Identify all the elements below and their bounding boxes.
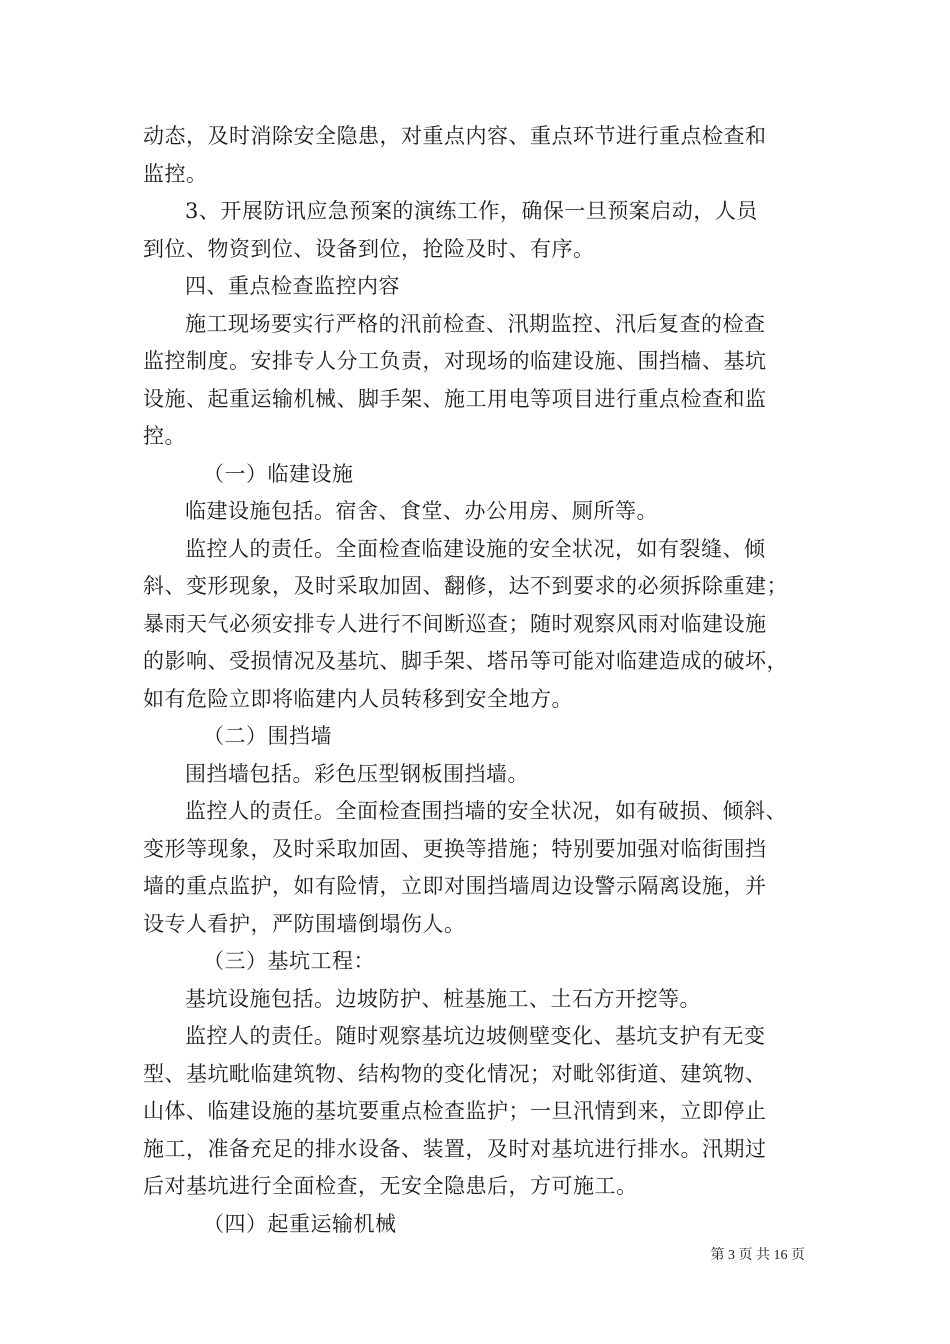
text-line: 围挡墙包括。彩色压型钢板围挡墙。 bbox=[185, 761, 529, 786]
text-line: 墙的重点监护，如有险情，立即对围挡墙周边设警示隔离设施，并 bbox=[143, 874, 767, 898]
text-line: 到位、物资到位、设备到位，抢险及时、有序。 bbox=[143, 236, 595, 261]
text-line: （四）起重运输机械 bbox=[203, 1211, 397, 1236]
text-line: 暴雨天气必须安排专人进行不间断巡查；随时观察风雨对临建设施 bbox=[143, 611, 767, 636]
text-line: （一）临建设施 bbox=[203, 461, 354, 486]
text-line: 动态，及时消除安全隐患，对重点内容、重点环节进行重点检查和 bbox=[143, 124, 767, 148]
text-line: 如有危险立即将临建内人员转移到安全地方。 bbox=[143, 686, 573, 711]
text-line: （二）围挡墙 bbox=[203, 724, 332, 748]
page-number: 第 3 页 共 16 页 bbox=[710, 1248, 805, 1263]
document-body bbox=[143, 118, 811, 1243]
text-line: 型、基坑毗临建筑物、结构物的变化情况；对毗邻街道、建筑物、 bbox=[143, 1061, 767, 1086]
text-line: 监控人的责任。全面检查临建设施的安全状况，如有裂缝、倾 bbox=[185, 536, 766, 561]
text-line: 后对基坑进行全面检查，无安全隐患后，方可施工。 bbox=[143, 1174, 638, 1198]
text-line: 监控人的责任。全面检查围挡墙的安全状况，如有破损、倾斜、 bbox=[185, 799, 787, 823]
text-line: 施工，准备充足的排水设备、装置，及时对基坑进行排水。汛期过 bbox=[143, 1136, 767, 1161]
text-line: 斜、变形现象，及时采取加固、翻修，达不到要求的必须拆除重建； bbox=[143, 574, 788, 598]
text-line: 施工现场要实行严格的汛前检查、汛期监控、汛后复查的检查 bbox=[185, 311, 766, 336]
text-line: 四、重点检查监控内容 bbox=[185, 274, 400, 298]
text-line: 监控人的责任。随时观察基坑边坡侧壁变化、基坑支护有无变 bbox=[185, 1024, 766, 1048]
text-line: 的影响、受损情况及基坑、脚手架、塔吊等可能对临建造成的破坏， bbox=[143, 649, 788, 673]
text-line: 设专人看护，严防围墙倒塌伤人。 bbox=[143, 911, 466, 936]
text-line: 山体、临建设施的基坑要重点检查监护；一旦汛情到来，立即停止 bbox=[143, 1099, 767, 1123]
text-line: 基坑设施包括。边坡防护、桩基施工、土石方开挖等。 bbox=[185, 986, 701, 1011]
text-line: （三）基坑工程： bbox=[203, 949, 375, 973]
text-line: 控。 bbox=[143, 424, 186, 448]
text-line: 设施、起重运输机械、脚手架、施工用电等项目进行重点检查和监 bbox=[143, 386, 767, 411]
text-line: 变形等现象，及时采取加固、更换等措施；特别要加强对临街围挡 bbox=[143, 836, 767, 861]
text-line: 3、开展防讯应急预案的演练工作，确保一旦预案启动，人员 bbox=[185, 199, 758, 223]
text-line: 监控制度。安排专人分工负责，对现场的临建设施、围挡樯、基坑 bbox=[143, 349, 767, 373]
text-line: 监控。 bbox=[143, 161, 208, 186]
text-line: 临建设施包括。宿舍、食堂、办公用房、厕所等。 bbox=[185, 499, 658, 523]
